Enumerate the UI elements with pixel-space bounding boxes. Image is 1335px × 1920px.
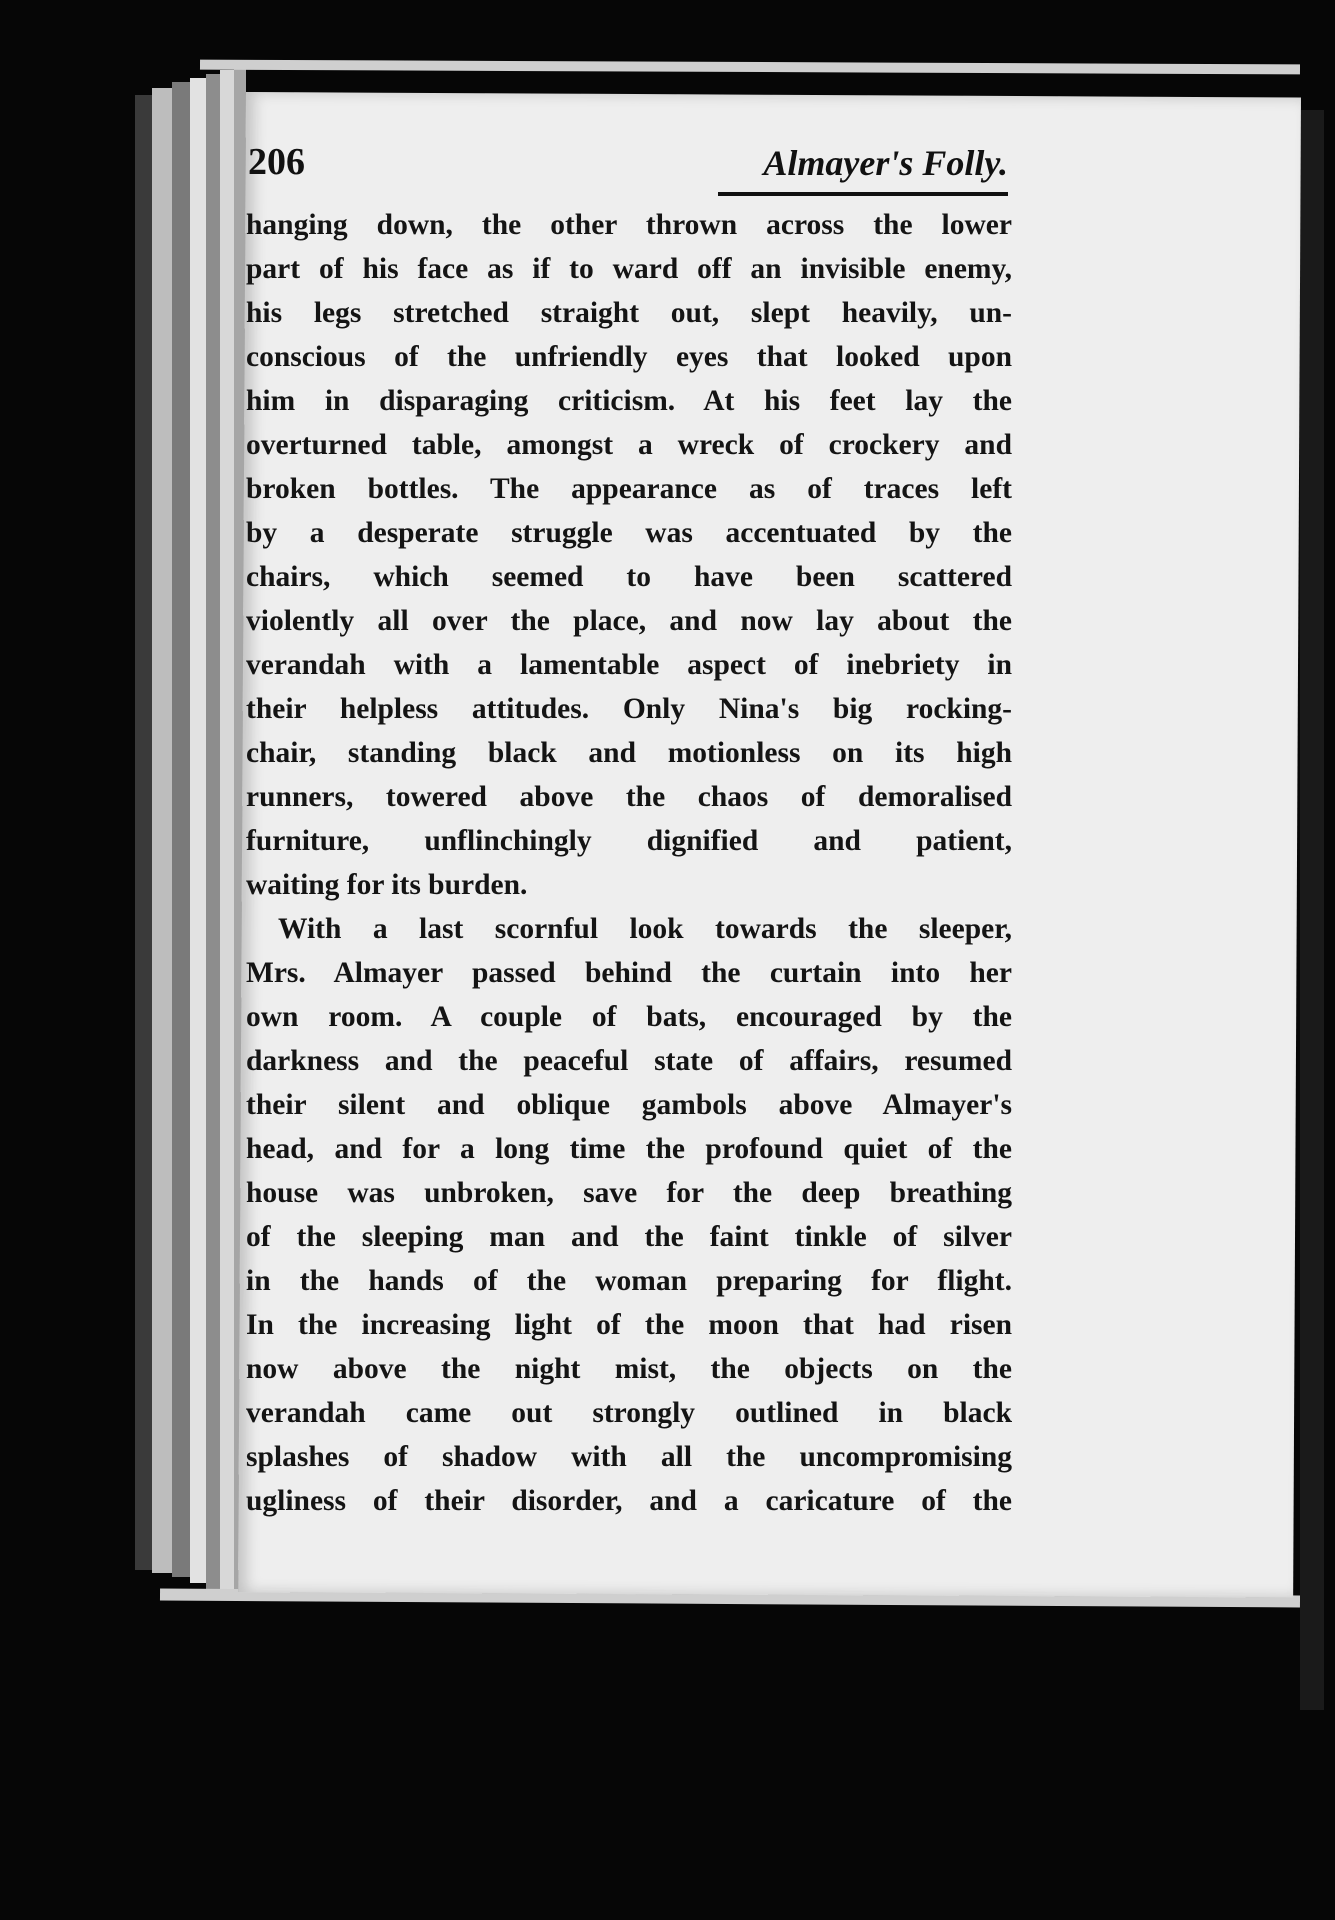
text-line: now above the night mist, the objects on the <box>246 1353 1012 1385</box>
text-line: ugliness of their disorder, and a caricature of the <box>246 1485 1012 1517</box>
text-line: hanging down, the other thrown across the lower <box>246 209 1012 241</box>
text-line: Mrs. Almayer passed behind the curtain into her <box>246 957 1012 989</box>
text-line: by a desperate struggle was accentuated by the <box>246 517 1012 549</box>
page-edge <box>135 95 153 1570</box>
text-line: him in disparaging criticism. At his feet lay the <box>246 385 1012 417</box>
page-header <box>248 140 1008 210</box>
text-line: verandah with a lamentable aspect of inebriety in <box>246 649 1012 681</box>
body-text <box>246 203 1012 1523</box>
text-line: furniture, unflinchingly dignified and patient, <box>246 825 1012 857</box>
text-line: conscious of the unfriendly eyes that looked upon <box>246 341 1012 373</box>
text-line: part of his face as if to ward off an invisible enemy, <box>246 253 1012 285</box>
text-line: house was unbroken, save for the deep breathing <box>246 1177 1012 1209</box>
text-line: chairs, which seemed to have been scattered <box>246 561 1012 593</box>
text-line: their helpless attitudes. Only Nina's big rocking- <box>246 693 1012 725</box>
page-number: 206 <box>248 141 305 183</box>
text-line: splashes of shadow with all the uncompromising <box>246 1441 1012 1473</box>
text-line: overturned table, amongst a wreck of crockery and <box>246 429 1012 461</box>
page-edge <box>172 82 190 1577</box>
text-line: in the hands of the woman preparing for flight. <box>246 1265 1012 1297</box>
text-line: violently all over the place, and now lay about the <box>246 605 1012 637</box>
text-line-paragraph-end: waiting for its burden. <box>246 869 528 901</box>
page-edge <box>206 74 220 1589</box>
text-line: their silent and oblique gambols above Almayer's <box>246 1089 1012 1121</box>
text-line: darkness and the peaceful state of affairs, resumed <box>246 1045 1012 1077</box>
text-line: runners, towered above the chaos of demoralised <box>246 781 1012 813</box>
text-line: his legs stretched straight out, slept heavily, un- <box>246 297 1012 329</box>
text-line: chair, standing black and motionless on its high <box>246 737 1012 769</box>
text-line: of the sleeping man and the faint tinkle of silver <box>246 1221 1012 1253</box>
page-edge <box>190 78 206 1583</box>
text-line-paragraph-start: With a last scornful look towards the sleeper, <box>278 913 1012 945</box>
running-head: Almayer's Folly. <box>763 143 1008 183</box>
text-line: verandah came out strongly outlined in black <box>246 1397 1012 1429</box>
running-head-rule <box>718 192 1008 196</box>
text-line: broken bottles. The appearance as of traces left <box>246 473 1012 505</box>
text-line: In the increasing light of the moon that had risen <box>246 1309 1012 1341</box>
page-edge <box>152 88 172 1573</box>
text-line: own room. A couple of bats, encouraged by the <box>246 1001 1012 1033</box>
page-edge <box>220 70 234 1595</box>
text-line: head, and for a long time the profound quiet of the <box>246 1133 1012 1165</box>
page-edge-right <box>1300 110 1324 1710</box>
page-edge-top <box>200 60 1300 75</box>
